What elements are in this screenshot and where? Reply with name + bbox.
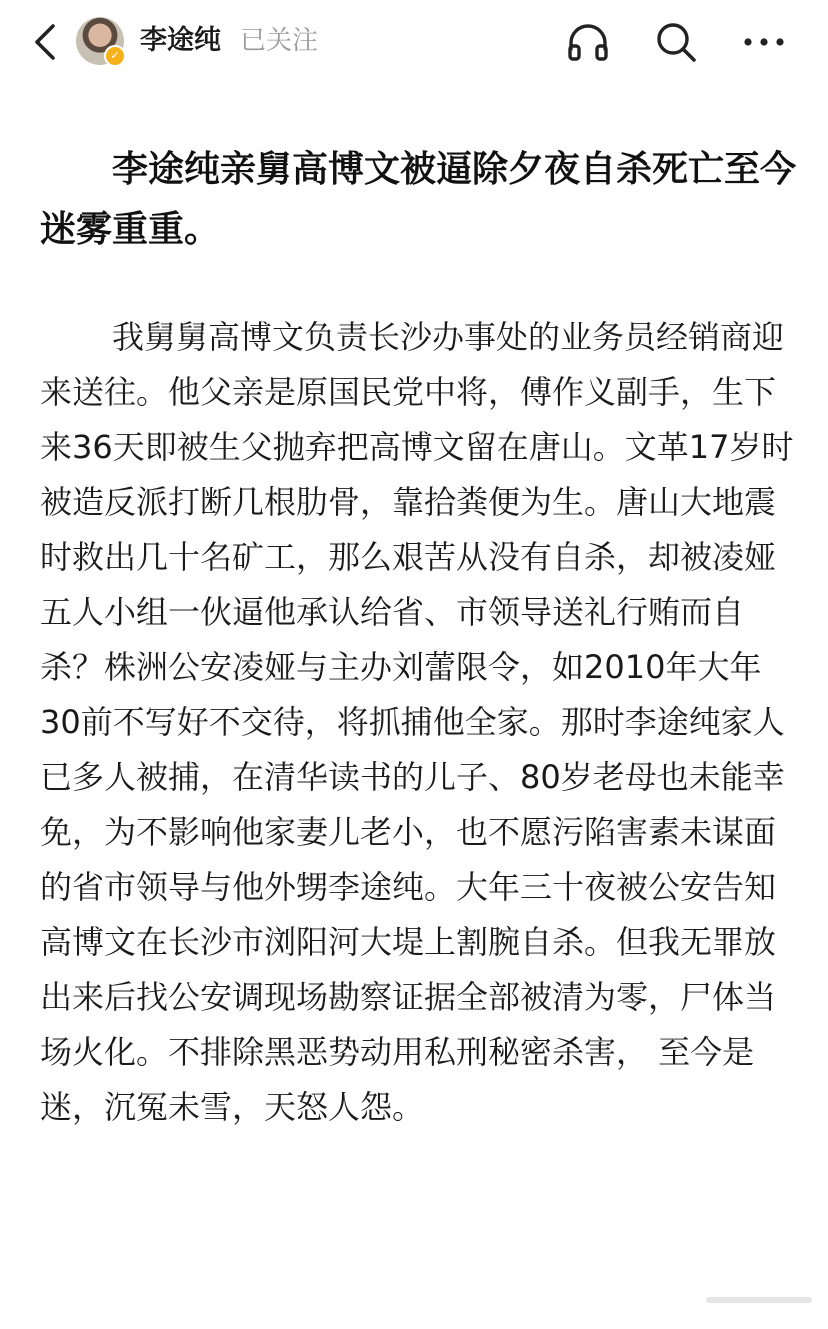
- article-content: [40, 140, 800, 1135]
- watermark: [704, 1289, 814, 1311]
- verified-badge-icon: ✓: [104, 45, 126, 67]
- listen-button[interactable]: [562, 16, 614, 68]
- article-title: 李途纯亲舅高博文被逼除夕夜自杀死亡至今迷雾重重。: [40, 149, 797, 250]
- watermark-logo-icon: [704, 1289, 814, 1311]
- chevron-left-icon: [31, 22, 61, 62]
- avatar[interactable]: [76, 17, 124, 65]
- search-button[interactable]: [650, 16, 702, 68]
- back-button[interactable]: [22, 18, 70, 66]
- more-icon: [741, 34, 787, 50]
- follow-status-button[interactable]: 已关注: [240, 26, 319, 56]
- more-button[interactable]: [738, 16, 790, 68]
- search-icon: [654, 20, 698, 64]
- username[interactable]: 李途纯: [140, 25, 221, 56]
- top-navigation-bar: [0, 0, 828, 84]
- article-body: 我舅舅高博文负责长沙办事处的业务员经销商迎来送往。他父亲是原国民党中将，傅作义副手，生下来36天即被生父抛弃把高博文留在唐山。文革17岁时被造反派打断几根肋骨，靠拾粪便为生。唐山大地震时救出几十名矿工，那么艰苦从没有自杀，却被凌娅五人小组一伙逼他承认给省、市领导送礼行贿而自杀？株洲公安凌娅与主办刘蕾限令，如2010年大年30前不写好不交待，将抓捕他全家。那时李途纯家人已多人被捕，在清华读书的儿子、80岁老母也未能幸免，为不影响他家妻儿老小，也不愿污陷害素未谋面的省市领导与他外甥李途纯。大年三十夜被公安告知高博文在长沙市浏阳河大堤上割腕自杀。但我无罪放出来后找公安调现场勘察证据全部被清为零，尸体当场火化。不排除黑恶势动用私刑秘密杀害， 至今是迷，沉冤未雪，天怒人怨。: [40, 318, 794, 1126]
- headphones-icon: [565, 19, 611, 65]
